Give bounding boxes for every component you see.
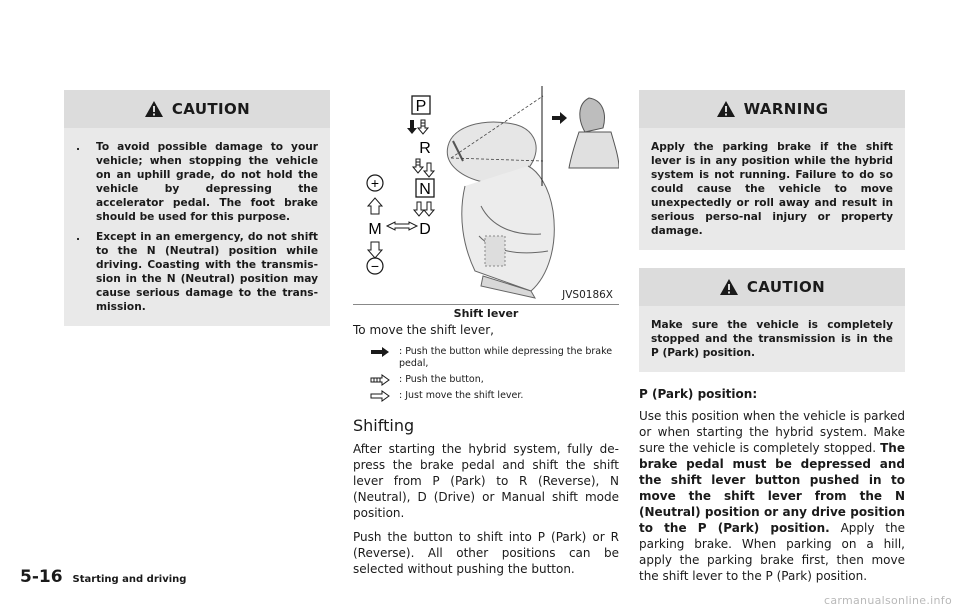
paragraph: Push the button to shift into P (Park) or R (Reverse). All other positions can be selected without pushing the button.	[353, 530, 619, 576]
warning-triangle-icon	[716, 100, 736, 118]
section-name: Starting and driving	[72, 574, 187, 585]
right-column	[639, 90, 905, 584]
gate-label-p: P	[415, 98, 427, 115]
caution-title: CAUTION	[746, 278, 826, 296]
section-heading: Shifting	[353, 416, 415, 435]
list-item	[76, 140, 318, 224]
bullet-text: Except in an emergency, do not shift to the N (Neutral) position while driving. Coasting with the transmis-sion in the N (Neutral) position may cause serious damage to the trans-mission.	[96, 231, 318, 313]
caution-body	[64, 128, 330, 326]
park-heading: P (Park) position:	[639, 387, 758, 401]
outline-arrow-icon	[424, 163, 434, 177]
striped-arrow-icon	[413, 159, 423, 173]
plus-symbol: +	[370, 175, 380, 191]
solid-arrow-icon	[369, 346, 391, 358]
warning-triangle-icon	[144, 100, 164, 118]
shift-lever-illustration	[353, 86, 619, 304]
solid-arrow-icon	[552, 112, 567, 124]
list-item	[353, 390, 619, 402]
left-column	[64, 90, 330, 326]
gate-label-m: M	[368, 221, 382, 238]
warning-box	[639, 90, 905, 250]
outline-arrow-icon	[369, 390, 391, 402]
bullet-mark: .	[76, 141, 81, 153]
caution-header	[64, 90, 330, 128]
warning-body: Apply the parking brake if the shift lever is in any position while the hybrid system is not running. Failure to do so could cause the vehicle to move unexpectedly or roll away and result in serious perso-nal injury or property damage.	[651, 141, 893, 237]
warning-triangle-icon	[719, 278, 739, 296]
middle-column	[353, 86, 619, 577]
shift-lever-body	[447, 122, 554, 298]
list-item	[353, 374, 619, 386]
minus-symbol: −	[370, 258, 380, 274]
park-paragraph	[639, 408, 905, 584]
bullet-text: To avoid possible damage to your vehicle; when stopping the vehicle on an uphill grade, do not hold the vehicle by depressing the accelerator pedal. The foot brake should be used for this purpose.	[96, 141, 318, 223]
paragraph: After starting the hybrid system, fully de-press the brake pedal and shift the shift lever from P (Park) to R (Reverse), N (Neutral), D (Drive) or Manual shift mode position.	[353, 442, 619, 520]
park-text-bold: The brake pedal must be depressed and the shift lever button pushed in to move the shift lever from the N (Neutral) position or any drive position to the P (Park) position.	[639, 441, 905, 535]
park-text-b: Apply the parking brake. When parking on a hill, apply the parking brake first, then move the shift lever to the P (Park) position.	[639, 521, 905, 583]
striped-arrow-icon	[418, 120, 428, 134]
legend-text: : Push the button while depressing the brake pedal,	[399, 346, 613, 369]
shift-lever-figure	[353, 86, 619, 305]
legend-intro: To move the shift lever,	[353, 323, 494, 337]
outline-arrow-icon	[414, 202, 434, 216]
list-item	[76, 230, 318, 314]
caution-box	[64, 90, 330, 326]
figure-id: JVS0186X	[562, 289, 613, 301]
arrow-legend	[353, 346, 619, 402]
page-number: 5-16	[20, 567, 63, 587]
legend-text: : Push the button,	[399, 374, 484, 385]
caution-box	[639, 268, 905, 372]
park-text-a: Use this position when the vehicle is parked or when starting the hybrid system. Make sure the vehicle is completely stopped.	[639, 409, 905, 455]
gate-label-d: D	[419, 221, 431, 238]
warning-title: WARNING	[743, 100, 829, 118]
solid-arrow-icon	[407, 120, 417, 134]
page-footer	[20, 567, 186, 587]
legend-text: : Just move the shift lever.	[399, 390, 524, 401]
striped-arrow-icon	[369, 374, 391, 386]
bullet-mark: .	[76, 231, 81, 243]
watermark: carmanualsonline.info	[823, 594, 952, 607]
warning-header	[639, 90, 905, 128]
gate-label-r: R	[419, 140, 431, 157]
list-item	[353, 346, 619, 370]
gate-label-n: N	[419, 181, 431, 198]
figure-caption: Shift lever	[453, 307, 519, 320]
caution-header	[639, 268, 905, 306]
caution-body: Make sure the vehicle is completely stopped and the transmission is in the P (Park) position.	[651, 319, 893, 359]
caution-title: CAUTION	[171, 100, 251, 118]
button-inset-illustration	[552, 98, 619, 168]
